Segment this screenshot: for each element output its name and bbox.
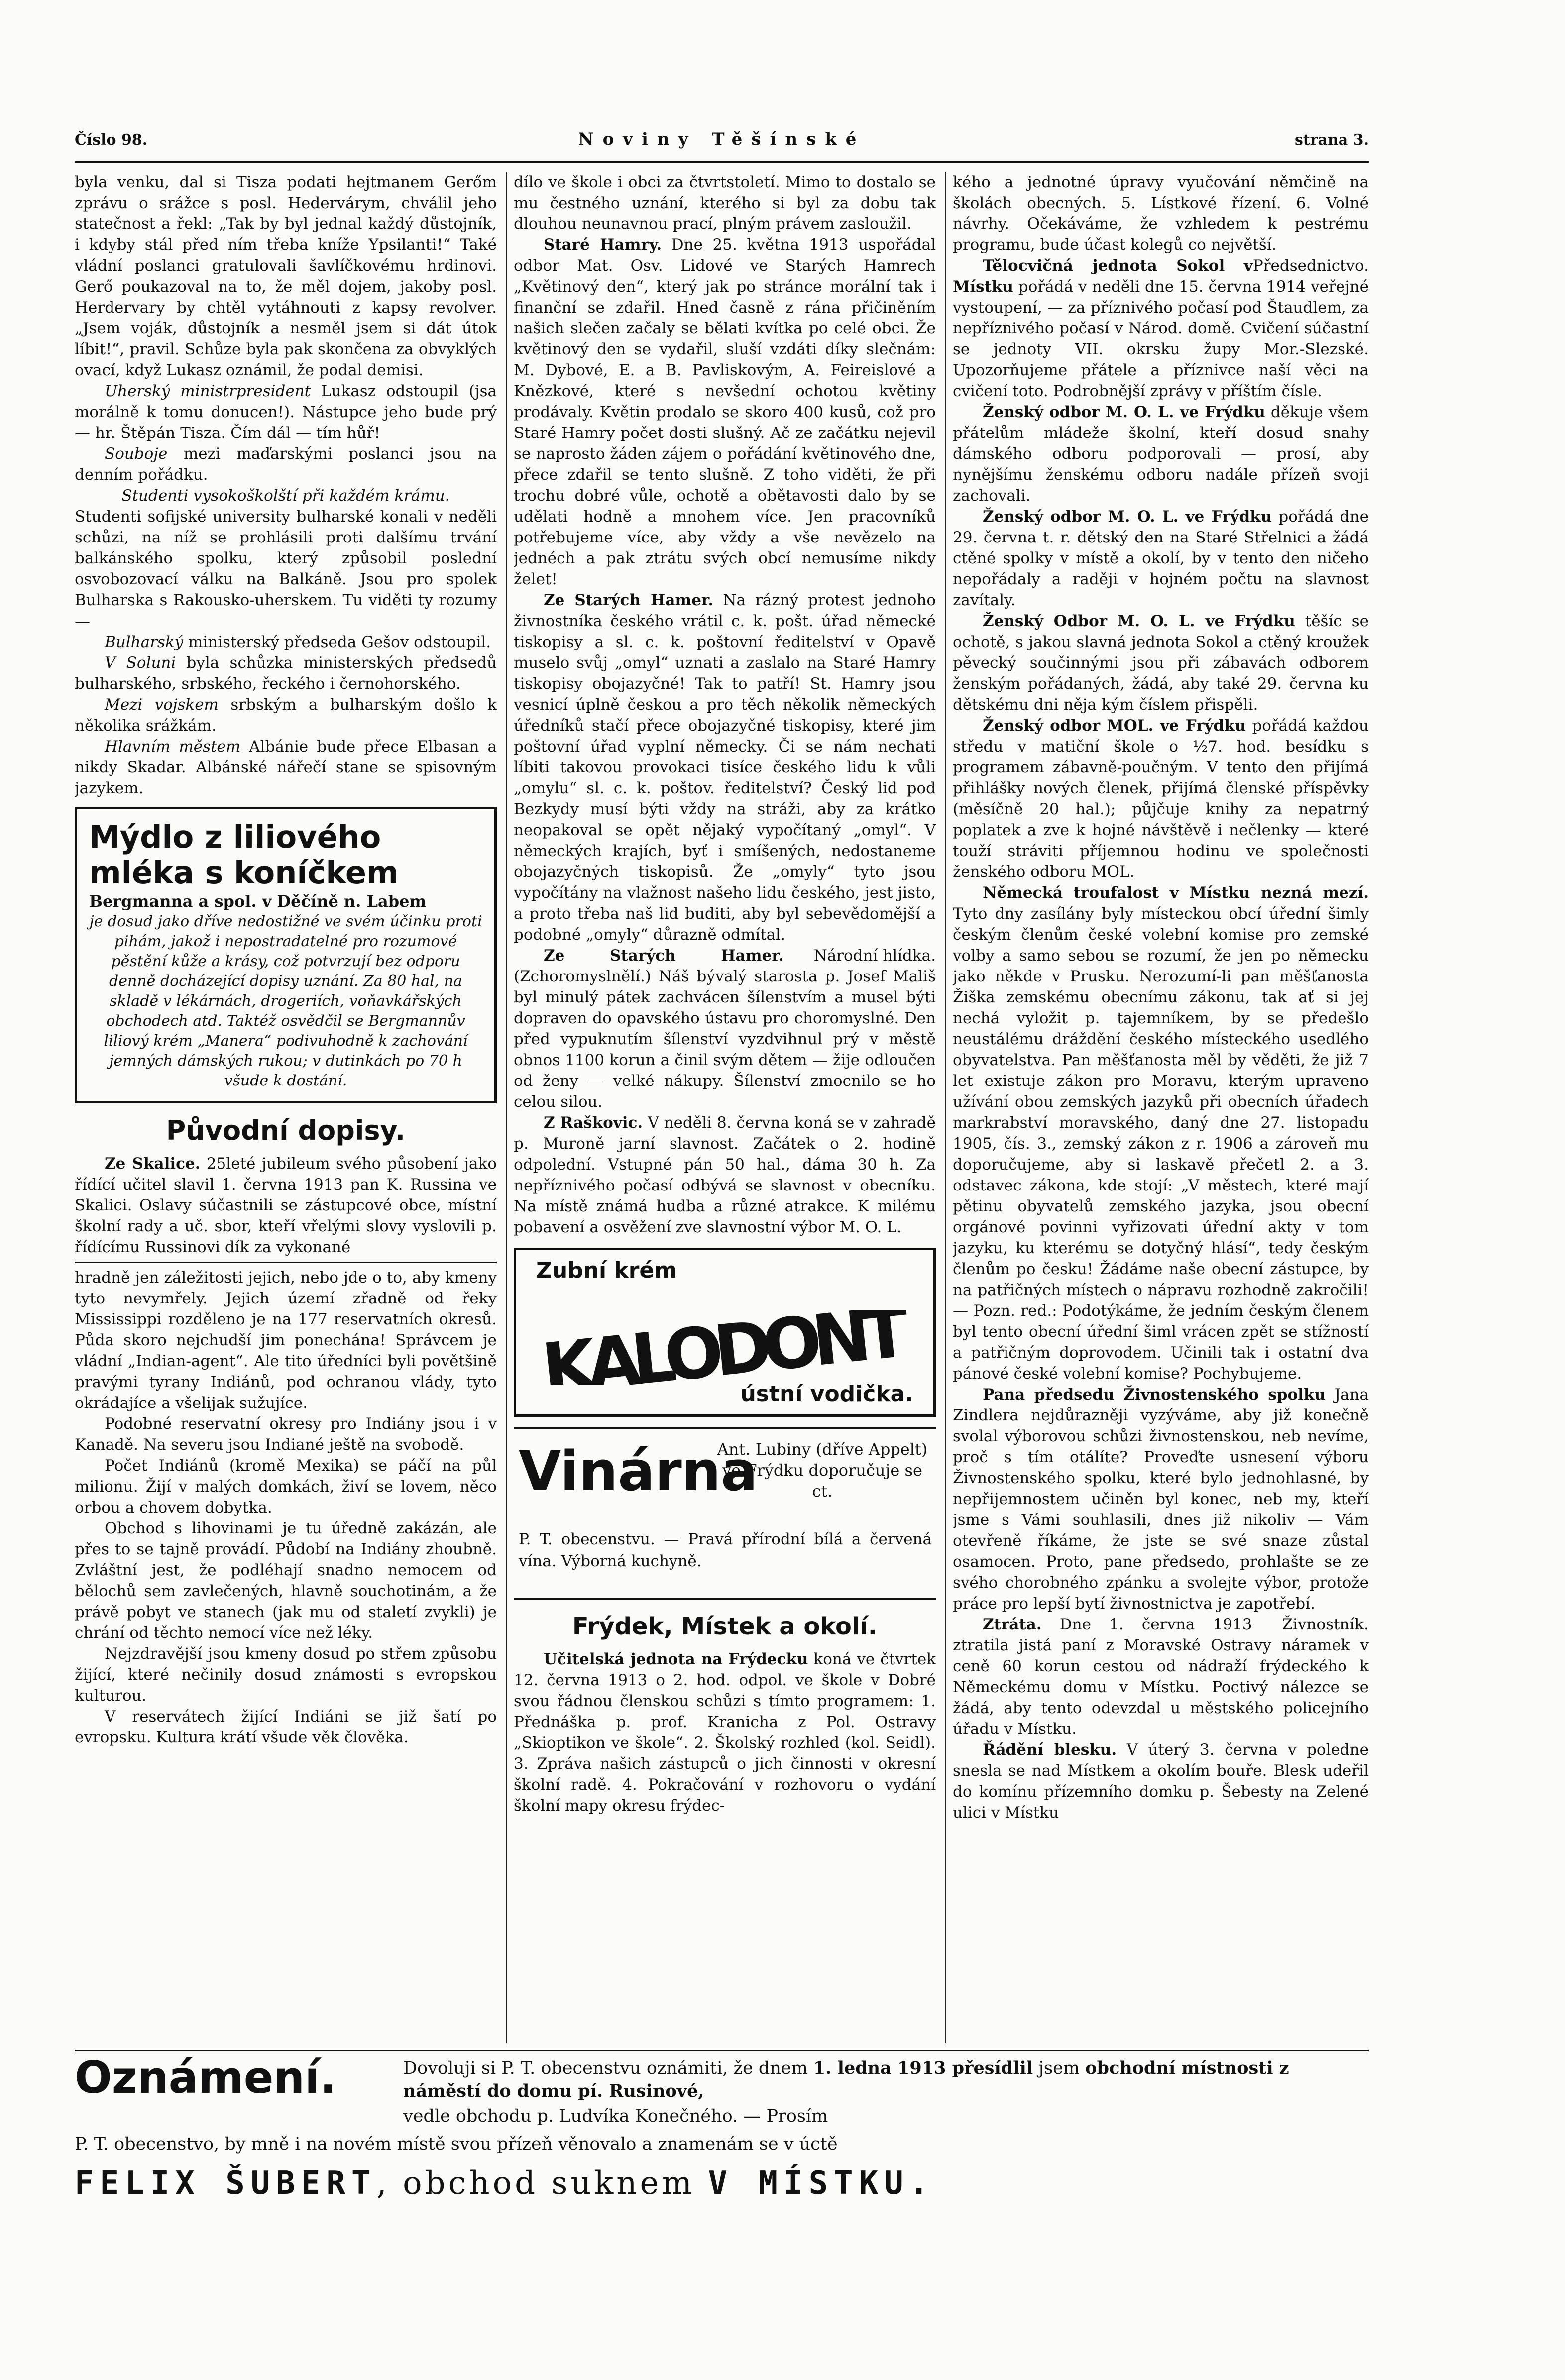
article-paragraph: Ze Starých Hamer. (Zchoromyslnělí.) Náš bývalý starosta p. Josef Mališ byl minulý pátek zachvácen šílenstvím a musel býti dopraven do opavského ústavu pro choromyslné. Den před vypuknutím šílenství vyzdvihnul prý v městě obnos 1100 korun a činil svým dětem — žije odloučen od ženy — velké nákupy. Šílenství zmocnilo se ho celou silou. xyxy=(514,947,936,1111)
ad-headline: mléka s koníčkem xyxy=(89,855,399,891)
header-rule xyxy=(75,161,1369,163)
divider xyxy=(75,1262,497,1263)
ad-body: je dosud jako dříve nedostižné ve svém účinku proti pihám, jakož i nepostradatelné pro rozumové pěstění kůže a krásy, což potvrzují bez odporu denně docházející dopisy uznání. Za 80 hal, na skladě v lékárnách, drogeriích, voňavkářských obchodech atd. Taktéž osvědčil se Bergmannův liliový krém „Manera“ podivuhodně k zachování jemných dámských rukou; v dutinkách po 70 h všude k dostání. xyxy=(89,913,482,1089)
article-paragraph: Ztráta. Dne 1. června 1913 ztratila jistá paní z Moravské Ostravy náramek v ceně 60 korun cestou od nádraží frýdeckého k Německému domu v Místku. Poctivý nálezce se žádá, aby tento odevzdal u městského policejního úřadu v Místku. xyxy=(953,1616,1369,1738)
column-1 xyxy=(75,172,497,2043)
page-number: strana 3. xyxy=(1294,131,1369,149)
vinarna-advertisement xyxy=(514,1427,936,1600)
article-paragraph: Staré Hamry. Dne 25. května 1913 uspořádal odbor Mat. Osv. Lidové ve Starých Hamrech „Květinový den“, který jak po stránce morální tak i finanční se zdařil. Hned časně z rána přičiněním našich slečen začaly se bělati kvítka po celé obci. Že květinový den se vydařil, sluší vzdáti díky slečnám: M. Dybové, E. a B. Pavliskovým, A. Feireislové a Knězkové, které s nevšední ochotou květiny prodávaly. Květin prodalo se skoro 400 kusů, což pro Staré Hamry počet dosti slušný. Ač ze začátku nejevil se naprosto žáden zájem o pořádání květinového dne, přece zdařil se tento slušně. Z toho viděti, že při trochu dobré vůle, ochotě a obětavosti dalo by se udělati hodně a mnohem více. Jen pracovníků potřebujeme více, aby vždy a vše nevězelo na jednéch a pak ztrátu svých obcí nemusíme nikdy želet! xyxy=(514,236,936,588)
kalodont-logo xyxy=(536,1310,914,1385)
article-paragraph: hradně jen záležitosti jejich, nebo jde o to, aby kmeny tyto nevymřely. Jejich území zřadně od řeky Mississippi rozděleno je na 177 reservatních okresů. Půda skoro nejchudší jim ponechána! Správcem je vládní „Indian-agent“. Ale tito úředníci byli povětšině pravými tyrany Indiánů, pod ochranou vlády, tyto okrádajíce a všelijak sužujíce. xyxy=(75,1269,497,1412)
article-paragraph: dílo ve škole i obci za čtvrtstoletí. Mimo to dostalo se mu čestného uznání, kterého si byl za dobu tak dlouhou neunavnou prací, plným právem zasloužil. xyxy=(514,173,936,233)
article-paragraph: Ženský Odbor M. O. L. ve Frýdku těšíc se ochotě, s jakou slavná jednota Sokol a ctěný kroužek pěvecký součinnými jsou při zábavách odborem ženským pořádaných, žádá, aby také 29. června ku dětskému dni něja kým číslem přispěli. xyxy=(953,612,1369,714)
article-paragraph: Bulharský ministerský předseda Gešov odstoupil. xyxy=(105,633,491,651)
column-divider xyxy=(506,172,507,2043)
ad-bottom-text: ústní vodička. xyxy=(740,1381,913,1406)
article-paragraph: Pana předsedu Živnostenského spolku Jana Zindlera nejdůrazněji vyzýváme, aby již konečně svolal výborovou schůzi živnostenskou, neb nevíme, proč s tím otálíte? Proveďte usnesení výboru Živnostenského spolku, které bylo jednohlasné, by nepřijemnostem učiněn byl konec, neb my, kteří jsme s Vámi souhlasili, dnes již nikoliv — Vám otevřeně říkáme, že jste se své snaze zůstal osamocen. Proto, pane předsedo, prohlašte se ze svého chorobného zpánku a svolejte výbor, protože práce pro lepší bytí živnostnictva je zapotřebí. Živnostník. xyxy=(953,1386,1369,1633)
newspaper-page xyxy=(75,124,1369,2324)
article-paragraph: Německá troufalost v Místku nezná mezí. Tyto dny zasílány byly místeckou obcí úřední šimly českým členům české volební komise pro zemské volby a samo sebou se rozumí, že jen po německu jako někde v Prusku. Nerozumí-li pan měšťanosta Žiška zemskému obecnímu zákonu, tak ať si jej nechá vyložit p. tajemníkem, by se předešlo neustálému dráždění českého místeckého usedlého obyvatelstva. Pan měšťanosta měl by věděti, že již 7 let existuje zákon pro Moravu, kterým upraveno užívání obou zemských jazyků při obecních úřadech markrabství moravského, daný dne 27. listopadu 1905, čís. 3., zemský zákon z r. 1906 a zároveň mu doporučujeme, aby si laskavě přečetl 2. a 3. odstavec zákona, kde stojí: „V městech, které mají pětinu obyvatelů zemského jazyka, jsou obecní orgánové povinni vyřizovati úřední akty v tom jazyku, ku kterému se dotyčný hlásí“, tedy českým členům po česku! Žádáme naše obecní zástupce, by na patřičných místech o nápravu rozhodně zakročili! — Pozn. red.: Podotýkáme, že jedním českým členem byl tento obecní úřední šiml vrácen zpět se stížností a patřičným doprovodem. Učinili tak i ostatní dva pánové české volební komise? Pochybujeme. xyxy=(953,884,1369,1383)
article-paragraph: Souboje mezi maďarskými poslanci jsou na denním pořádku. xyxy=(75,445,497,484)
article-paragraph: Mezi vojskem srbským a bulharským došlo k několika srážkám. xyxy=(75,696,497,735)
article-paragraph: Hlavním městem Albánie bude přece Elbasan a nikdy Skadar. Albánské nářečí stane se spisovným jazykem. xyxy=(75,738,497,797)
article-paragraph: Počet Indiánů (kromě Mexika) se páčí na půl milionu. Žijí v malých domkách, živí se lovem, něco orbou a chovem dobytka. xyxy=(75,1457,497,1516)
article-paragraph: Uherský ministrpresident Lukasz odstoupil (jsa morálně k tomu donucen!). Nástupce jeho bude prý — hr. Štěpán Tisza. Čím dál — tím hůř! xyxy=(75,382,497,442)
article-paragraph: Ženský odbor M. O. L. ve Frýdku pořádá dne 29. června t. r. dětský den na Staré Střelnici a žádá ctěné spolky v místě a okolí, by v tento den ničeho nepořádaly a raději v hojném počtu na slavnost zavítaly. xyxy=(953,508,1369,609)
ad-top-text: Zubní krém xyxy=(536,1258,677,1283)
article-paragraph: Studenti sofijské university bulharské konali v neděli schůzi, na níž se prohlásili proti dalšímu trvání balkánského spolku, který způsobil poslední osvobozovací válku na Balkáně. Jsou pro spolek Bulharska s Rakousko-uherskem. Tu viděti ty rozumy — xyxy=(75,508,497,630)
column-3 xyxy=(953,172,1369,2043)
section-title: Původní dopisy. xyxy=(166,1115,406,1146)
article-paragraph: Z Raškovic. V neděli 8. června koná se v zahradě p. Muroně jarní slavnost. Začátek o 2. hodině odpolední. Vstupné pán 50 hal., dáma 30 h. Za nepříznivého počasí odbývá se slavnost v obecníku. Na místě známá hudba a různé atrakce. K milému pobavení a osvěžení zve slavnostní výbor M. O. L. xyxy=(514,1114,936,1236)
svg-text:KALODONT: KALODONT xyxy=(538,1310,913,1385)
announcement-title: Oznámení. xyxy=(75,2052,336,2103)
kalodont-advertisement xyxy=(514,1248,936,1417)
newspaper-title: Noviny Těšínské xyxy=(578,129,866,149)
article-paragraph: Tělocvičná jednota Sokol v Místku pořádá v neděli dne 15. června 1914 veřejné vystoupení, — za příznivého počasí pod Štaudlem, za nepříznivého počasí v Národ. domě. Cvičení súčastní se jednoty VII. okrsku župy Mor.-Slezské. Upozorňujeme přátele a příznivce naší věci na cvičení toto. Podrobnější zprávy v příštím čísle. xyxy=(953,257,1369,400)
article-paragraph: Obchod s lihovinami je tu úředně zakázán, ale přes to se tajně provádí. Půdobí na Indiány zhoubně. Zvláštní jest, že podléhají snadno nemocem od bělochů sem zavlečených, hlavně souchotinám, a že právě pobyt ve stanech (jak mu od staletí zvykli) je chrání od těchto nemocí více než léky. xyxy=(75,1519,497,1642)
ad-owner: Ant. Lubiny (dříve Appelt) ve Frýdku doporučuje se ct. xyxy=(717,1440,928,1501)
article-paragraph: V reservátech žijící Indiáni se již šatí po evropsku. Kultura krátí všude věk člověka. xyxy=(75,1708,497,1746)
article-subhead: Studenti vysokoškolští při každém krámu. xyxy=(121,487,450,505)
ad-text: P. T. obecenstvu. — Pravá přírodní bílá a červená vína. Výborná kuchyně. xyxy=(519,1530,932,1570)
article-paragraph: Ženský odbor M. O. L. ve Frýdku děkuje všem přátelům mládeže školní, kteří dosud snahy dámského odboru podporovali — prosí, aby nynějšímu ženskému odboru nadále přízeň svoji zachovali. xyxy=(953,403,1369,505)
announcement-line: vedle obchodu p. Ludvíka Konečného. — Prosím xyxy=(403,2106,828,2126)
page-header xyxy=(75,124,1369,159)
merchant-signature: FELIX ŠUBERT, obchod suknem V MÍSTKU. xyxy=(75,2165,935,2202)
footer-rule xyxy=(75,2050,1369,2051)
announcement-line: P. T. obecenstvo, by mně i na novém místě svou přízeň věnovalo a znamenám se v úctě xyxy=(75,2134,838,2154)
article-paragraph: Ze Skalice. 25leté jubileum svého působení jako řídící učitel slavil 1. června 1913 pan K. Russina ve Skalici. Oslavy súčastnili se zástupcové obce, místní školní rady a uč. sbor, kteří vřelými slovy vyslovili p. řídícímu Russinovi dík za vykonané xyxy=(75,1155,497,1256)
ad-headline: Mýdlo z liliového xyxy=(89,819,381,855)
article-paragraph: kého a jednotné úpravy vyučování němčině na školách obecných. 5. Lístkové řízení. 6. Volné návrhy. Očekáváme, že vzhledem k pestrému programu, bude účast kolegů co největší. Předsednictvo. xyxy=(953,173,1369,275)
column-2 xyxy=(514,172,936,2043)
article-paragraph: V Soluni byla schůzka ministerských předsedů bulharského, srbského, řeckého i černohorského. xyxy=(75,654,497,693)
announcement-advertisement xyxy=(75,2053,1369,2217)
article-paragraph: byla venku, dal si Tisza podati hejtmanem Gerőm zprávu o srážce s posl. Hedervárym, chválil jeho statečnost a řekl: „Tak by byl jednal každý důstojník, i kdyby stál před ním třeba kníže Ypsilanti!“ Také vládní poslanci gratulovali šavlíčkovému hrdinovi. Gerő poukazoval na to, že měl dojem, jakoby posl. Herdervary by chtěl vytáhnouti z kapsy revolver. „Jsem voják, důstojník a nesměl jsem si dát útok líbit!“, pravil. Schůze byla pak skončena za obvyklých ovací, když Lukasz oznámil, že podal demisi. xyxy=(75,173,497,379)
column-divider xyxy=(945,172,946,2043)
ad-company: Bergmanna a spol. v Děčíně n. Labem xyxy=(89,892,427,911)
announcement-line: Dovoluji si P. T. obecenstvu oznámiti, že dnem 1. ledna 1913 přesídlil jsem obchodní místnosti z náměstí do domu pí. Rusinové, xyxy=(403,2058,1289,2101)
article-paragraph: Učitelská jednota na Frýdecku koná ve čtvrtek 12. června 1913 o 2. hod. odpol. ve škole v Dobré svou řádnou členskou schůzi s tímto programem: 1. Přednáška p. prof. Kranicha z Pol. Ostravy „Skioptikon ve škole“. 2. Školský rozhled (kol. Seidl). 3. Zpráva našich zástupců o jich činnosti v okresní školní radě. 4. Pokračování v rozhovoru o vydání školní mapy okresu frýdec- xyxy=(514,1650,936,1815)
issue-number: Číslo 98. xyxy=(75,131,148,149)
article-paragraph: Podobné reservatní okresy pro Indiány jsou i v Kanadě. Na severu jsou Indiané ještě na svobodě. xyxy=(75,1415,497,1454)
ad-brand: Vinárna xyxy=(519,1439,758,1503)
article-paragraph: Ženský odbor MOL. ve Frýdku pořádá každou středu v matiční škole o ½7. hod. besídku s programem zábavně-poučným. V tento den přijímá přihlášky nových členek, přijímá členské příspěvky (měsíčně 20 hal.); půjčuje knihy za nepatrný poplatek a zve k hojné návštěvě i nečlenky — které touží stráviti příjemnou hodinu ve společnosti ženského odboru MOL. xyxy=(953,717,1369,881)
section-title: Frýdek, Místek a okolí. xyxy=(572,1613,878,1640)
article-paragraph: Řádění blesku. V úterý 3. června v poledne snesla se nad Místkem a okolím bouře. Blesk udeřil do komínu přízemního domku p. Šebesty na Zelené ulici v Místku xyxy=(953,1741,1369,1822)
article-paragraph: Nejzdravější jsou kmeny dosud po střem způsobu žijící, které nečinily dosud známosti s evropskou kulturou. xyxy=(75,1645,497,1705)
article-paragraph: Ze Starých Hamer. Na rázný protest jednoho živnostníka českého vrátil c. k. pošt. úřad německé tiskopisy a sl. c. k. poštovní ředitelství v Opavě muselo svůj „omyl“ uznati a zaslalo na Staré Hamry tiskopisy obojazyčné! Tak to patří! St. Hamry jsou vesnicí úplně českou a pro těch několik německých úředníků stačí přece obojazyčné tiskopisy, které jim poštovní úřad vyplní německy. Či se nám nechati líbiti takovou provokaci tisíce českého lidu k vůli „omylu“ sl. c. k. poštov. ředitelství? Český lid pod Bezkydy musí býti vždy na stráži, aby za krátko neopakoval se opět nějaký vypočítaný „omyl“. V německých krajích, byť i smíšených, nedostaneme obojazyčných tiskopisů. Že „omyly“ tyto jsou vypočítány na vlažnost našeho lidu českého, jest jisto, a proto třeba naš lid buditi, aby byl sebevědomější a podobné „omyly“ důrazně odmítal. Národní hlídka. xyxy=(514,591,936,965)
soap-advertisement xyxy=(75,807,497,1103)
